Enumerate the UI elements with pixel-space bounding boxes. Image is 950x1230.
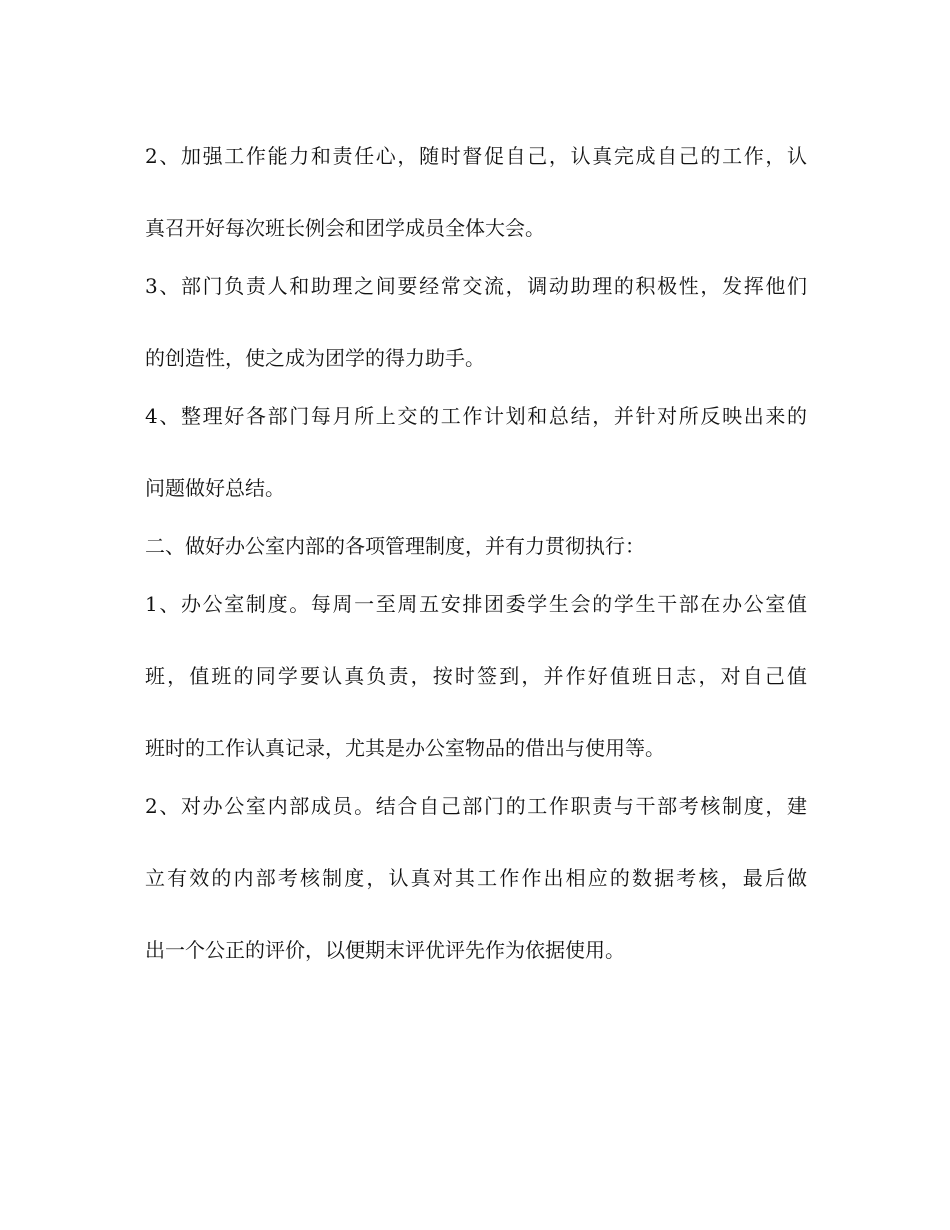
item-1-line-3: 班时的工作认真记录，尤其是办公室物品的借出与使用等。 (145, 736, 665, 760)
section-heading-2: 二、做好办公室内部的各项管理制度，并有力贯彻执行： (145, 534, 645, 558)
item-1-line-1: 1、办公室制度。每周一至周五安排团委学生会的学生干部在办公室值 (145, 592, 807, 616)
item-2-line-2: 立有效的内部考核制度，认真对其工作作出相应的数据考核，最后做 (145, 866, 807, 890)
item-2-line-1: 2、对办公室内部成员。结合自己部门的工作职责与干部考核制度，建 (145, 794, 807, 818)
paragraph-3-line-1: 3、部门负责人和助理之间要经常交流，调动助理的积极性，发挥他们 (145, 274, 807, 298)
paragraph-2-line-1: 2、加强工作能力和责任心，随时督促自己，认真完成自己的工作，认 (145, 144, 807, 168)
document-body (145, 138, 807, 968)
paragraph-2-line-2: 真召开好每次班长例会和团学成员全体大会。 (145, 216, 545, 240)
item-1-line-2: 班，值班的同学要认真负责，按时签到，并作好值班日志，对自己值 (145, 664, 807, 688)
paragraph-4-line-2: 问题做好总结。 (145, 476, 285, 500)
paragraph-4-line-1: 4、整理好各部门每月所上交的工作计划和总结，并针对所反映出来的 (145, 404, 807, 428)
item-2-line-3: 出一个公正的评价，以便期末评优评先作为依据使用。 (145, 938, 625, 962)
paragraph-3-line-2: 的创造性，使之成为团学的得力助手。 (145, 346, 485, 370)
